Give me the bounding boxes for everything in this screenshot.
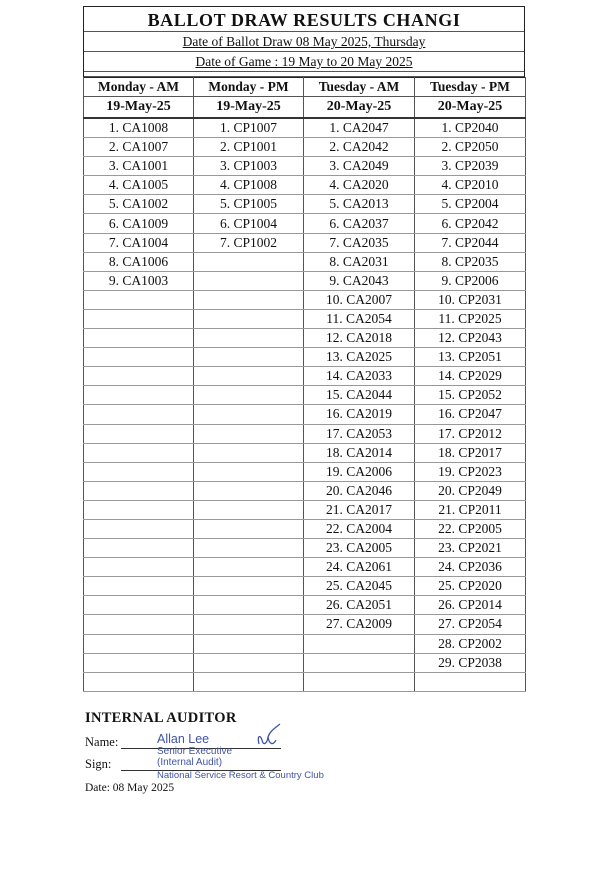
date-header-row bbox=[84, 97, 526, 119]
result-cell-monday-am bbox=[84, 653, 194, 672]
result-cell-tuesday-pm: 7. CP2044 bbox=[415, 233, 526, 252]
result-cell-monday-am: 7. CA1004 bbox=[84, 233, 194, 252]
result-cell-tuesday-pm: 29. CP2038 bbox=[415, 653, 526, 672]
result-cell-tuesday-pm: 27. CP2054 bbox=[415, 615, 526, 634]
result-cell-tuesday-pm: 5. CP2004 bbox=[415, 195, 526, 214]
result-cell-tuesday-pm: 28. CP2002 bbox=[415, 634, 526, 653]
col-header-tuesday-am: Tuesday - AM bbox=[304, 78, 415, 97]
table-row bbox=[84, 653, 526, 672]
result-cell-monday-am bbox=[84, 290, 194, 309]
document-header bbox=[83, 6, 525, 77]
result-cell-tuesday-am: 9. CA2043 bbox=[304, 271, 415, 290]
result-cell-monday-am: 4. CA1005 bbox=[84, 176, 194, 195]
result-cell-tuesday-am: 19. CA2006 bbox=[304, 462, 415, 481]
result-cell-monday-am bbox=[84, 481, 194, 500]
document-title: BALLOT DRAW RESULTS CHANGI bbox=[84, 7, 524, 32]
col-date-monday-am: 19-May-25 bbox=[84, 97, 194, 119]
result-cell-tuesday-am: 5. CA2013 bbox=[304, 195, 415, 214]
result-cell-monday-pm: 3. CP1003 bbox=[194, 157, 304, 176]
result-cell-monday-pm bbox=[194, 309, 304, 328]
result-cell-monday-am bbox=[84, 672, 194, 691]
col-date-tuesday-pm: 20-May-25 bbox=[415, 97, 526, 119]
result-cell-tuesday-pm: 16. CP2047 bbox=[415, 405, 526, 424]
result-cell-monday-pm bbox=[194, 271, 304, 290]
table-row bbox=[84, 386, 526, 405]
auditor-date: Date: 08 May 2025 bbox=[85, 782, 175, 794]
result-cell-monday-am: 1. CA1008 bbox=[84, 118, 194, 138]
result-cell-tuesday-am: 20. CA2046 bbox=[304, 481, 415, 500]
table-row bbox=[84, 424, 526, 443]
result-cell-monday-pm bbox=[194, 615, 304, 634]
table-row bbox=[84, 138, 526, 157]
table-row bbox=[84, 290, 526, 309]
result-cell-monday-pm bbox=[194, 405, 304, 424]
result-cell-tuesday-am bbox=[304, 653, 415, 672]
result-cell-tuesday-pm: 1. CP2040 bbox=[415, 118, 526, 138]
table-row bbox=[84, 157, 526, 176]
table-row bbox=[84, 634, 526, 653]
results-table bbox=[83, 77, 526, 692]
result-cell-monday-pm bbox=[194, 577, 304, 596]
ballot-document bbox=[83, 6, 525, 692]
result-cell-monday-am bbox=[84, 443, 194, 462]
signature-scribble bbox=[253, 722, 283, 752]
result-cell-monday-pm bbox=[194, 481, 304, 500]
result-cell-monday-pm bbox=[194, 653, 304, 672]
result-cell-monday-am bbox=[84, 405, 194, 424]
result-cell-tuesday-pm: 9. CP2006 bbox=[415, 271, 526, 290]
result-cell-monday-pm bbox=[194, 443, 304, 462]
result-cell-tuesday-pm: 3. CP2039 bbox=[415, 157, 526, 176]
table-row bbox=[84, 252, 526, 271]
result-cell-monday-am bbox=[84, 424, 194, 443]
table-row bbox=[84, 519, 526, 538]
result-cell-monday-pm: 5. CP1005 bbox=[194, 195, 304, 214]
result-cell-monday-pm bbox=[194, 500, 304, 519]
result-cell-tuesday-am: 27. CA2009 bbox=[304, 615, 415, 634]
result-cell-tuesday-am: 11. CA2054 bbox=[304, 309, 415, 328]
result-cell-tuesday-am: 13. CA2025 bbox=[304, 348, 415, 367]
result-cell-tuesday-am bbox=[304, 634, 415, 653]
table-row bbox=[84, 271, 526, 290]
table-row bbox=[84, 577, 526, 596]
result-cell-tuesday-pm: 15. CP2052 bbox=[415, 386, 526, 405]
result-cell-monday-am: 3. CA1001 bbox=[84, 157, 194, 176]
col-date-tuesday-am: 20-May-25 bbox=[304, 97, 415, 119]
result-cell-monday-pm bbox=[194, 329, 304, 348]
result-cell-tuesday-am: 4. CA2020 bbox=[304, 176, 415, 195]
result-cell-monday-pm bbox=[194, 290, 304, 309]
result-cell-monday-am bbox=[84, 577, 194, 596]
result-cell-tuesday-pm: 12. CP2043 bbox=[415, 329, 526, 348]
result-cell-tuesday-am: 7. CA2035 bbox=[304, 233, 415, 252]
result-cell-tuesday-am: 22. CA2004 bbox=[304, 519, 415, 538]
result-cell-tuesday-pm: 25. CP2020 bbox=[415, 577, 526, 596]
result-cell-tuesday-pm: 19. CP2023 bbox=[415, 462, 526, 481]
draw-date-line bbox=[84, 32, 524, 52]
result-cell-monday-am bbox=[84, 596, 194, 615]
table-row bbox=[84, 462, 526, 481]
result-cell-tuesday-pm: 8. CP2035 bbox=[415, 252, 526, 271]
result-cell-tuesday-am: 16. CA2019 bbox=[304, 405, 415, 424]
game-date-line bbox=[84, 52, 524, 72]
result-cell-tuesday-am: 23. CA2005 bbox=[304, 539, 415, 558]
result-cell-tuesday-pm: 2. CP2050 bbox=[415, 138, 526, 157]
result-cell-monday-am bbox=[84, 462, 194, 481]
name-row bbox=[85, 735, 385, 753]
table-row bbox=[84, 672, 526, 691]
table-row bbox=[84, 443, 526, 462]
result-cell-tuesday-am: 21. CA2017 bbox=[304, 500, 415, 519]
sign-label: Sign: bbox=[85, 757, 112, 771]
result-cell-tuesday-pm: 17. CP2012 bbox=[415, 424, 526, 443]
table-row bbox=[84, 481, 526, 500]
stamp-dept: (Internal Audit) bbox=[157, 757, 223, 768]
result-cell-monday-pm bbox=[194, 462, 304, 481]
result-cell-tuesday-am: 14. CA2033 bbox=[304, 367, 415, 386]
result-cell-tuesday-pm: 14. CP2029 bbox=[415, 367, 526, 386]
draw-date: Date of Ballot Draw 08 May 2025, Thursday bbox=[182, 34, 426, 49]
result-cell-tuesday-pm: 11. CP2025 bbox=[415, 309, 526, 328]
table-row bbox=[84, 329, 526, 348]
result-cell-monday-am bbox=[84, 386, 194, 405]
table-row bbox=[84, 195, 526, 214]
result-cell-monday-am: 2. CA1007 bbox=[84, 138, 194, 157]
result-cell-monday-am bbox=[84, 348, 194, 367]
table-row bbox=[84, 348, 526, 367]
result-cell-monday-pm: 7. CP1002 bbox=[194, 233, 304, 252]
result-cell-monday-am bbox=[84, 329, 194, 348]
result-cell-monday-am bbox=[84, 500, 194, 519]
result-cell-tuesday-am: 1. CA2047 bbox=[304, 118, 415, 138]
result-cell-monday-am bbox=[84, 367, 194, 386]
name-label: Name: bbox=[85, 735, 119, 749]
result-cell-tuesday-am: 3. CA2049 bbox=[304, 157, 415, 176]
result-cell-tuesday-am: 25. CA2045 bbox=[304, 577, 415, 596]
results-body bbox=[84, 118, 526, 691]
result-cell-monday-pm bbox=[194, 634, 304, 653]
col-header-tuesday-pm: Tuesday - PM bbox=[415, 78, 526, 97]
result-cell-monday-pm bbox=[194, 424, 304, 443]
result-cell-tuesday-am: 17. CA2053 bbox=[304, 424, 415, 443]
table-row bbox=[84, 539, 526, 558]
col-header-monday-pm: Monday - PM bbox=[194, 78, 304, 97]
auditor-section bbox=[85, 710, 385, 794]
result-cell-monday-am: 9. CA1003 bbox=[84, 271, 194, 290]
game-date: Date of Game : 19 May to 20 May 2025 bbox=[195, 54, 413, 69]
result-cell-monday-am bbox=[84, 519, 194, 538]
result-cell-monday-am bbox=[84, 615, 194, 634]
table-row bbox=[84, 176, 526, 195]
auditor-heading: INTERNAL AUDITOR bbox=[85, 710, 237, 726]
col-header-monday-am: Monday - AM bbox=[84, 78, 194, 97]
table-row bbox=[84, 214, 526, 233]
stamp-title: Senior Executive bbox=[157, 746, 233, 757]
col-date-monday-pm: 19-May-25 bbox=[194, 97, 304, 119]
result-cell-tuesday-pm: 22. CP2005 bbox=[415, 519, 526, 538]
result-cell-monday-pm bbox=[194, 386, 304, 405]
result-cell-tuesday-am: 2. CA2042 bbox=[304, 138, 415, 157]
result-cell-monday-am: 6. CA1009 bbox=[84, 214, 194, 233]
result-cell-monday-pm bbox=[194, 252, 304, 271]
result-cell-monday-am: 5. CA1002 bbox=[84, 195, 194, 214]
result-cell-tuesday-am: 10. CA2007 bbox=[304, 290, 415, 309]
result-cell-monday-am bbox=[84, 539, 194, 558]
result-cell-tuesday-am: 12. CA2018 bbox=[304, 329, 415, 348]
result-cell-tuesday-am: 15. CA2044 bbox=[304, 386, 415, 405]
result-cell-tuesday-am: 18. CA2014 bbox=[304, 443, 415, 462]
session-header-row bbox=[84, 78, 526, 97]
result-cell-tuesday-pm: 4. CP2010 bbox=[415, 176, 526, 195]
stamp-org: National Service Resort & Country Club bbox=[157, 770, 324, 781]
result-cell-tuesday-am bbox=[304, 672, 415, 691]
table-row bbox=[84, 596, 526, 615]
result-cell-monday-pm bbox=[194, 348, 304, 367]
result-cell-monday-pm bbox=[194, 558, 304, 577]
result-cell-tuesday-pm: 24. CP2036 bbox=[415, 558, 526, 577]
result-cell-tuesday-am: 26. CA2051 bbox=[304, 596, 415, 615]
result-cell-monday-pm: 1. CP1007 bbox=[194, 118, 304, 138]
result-cell-monday-am bbox=[84, 309, 194, 328]
result-cell-monday-pm: 6. CP1004 bbox=[194, 214, 304, 233]
result-cell-monday-am: 8. CA1006 bbox=[84, 252, 194, 271]
result-cell-monday-pm: 4. CP1008 bbox=[194, 176, 304, 195]
table-row bbox=[84, 309, 526, 328]
result-cell-monday-am bbox=[84, 634, 194, 653]
result-cell-tuesday-am: 6. CA2037 bbox=[304, 214, 415, 233]
result-cell-tuesday-pm: 13. CP2051 bbox=[415, 348, 526, 367]
result-cell-monday-pm bbox=[194, 367, 304, 386]
result-cell-tuesday-pm: 18. CP2017 bbox=[415, 443, 526, 462]
result-cell-monday-pm bbox=[194, 519, 304, 538]
table-row bbox=[84, 558, 526, 577]
result-cell-tuesday-am: 8. CA2031 bbox=[304, 252, 415, 271]
table-row bbox=[84, 615, 526, 634]
result-cell-tuesday-am: 24. CA2061 bbox=[304, 558, 415, 577]
result-cell-monday-pm bbox=[194, 596, 304, 615]
result-cell-tuesday-pm: 23. CP2021 bbox=[415, 539, 526, 558]
result-cell-monday-pm bbox=[194, 672, 304, 691]
result-cell-tuesday-pm: 6. CP2042 bbox=[415, 214, 526, 233]
stamp-name: Allan Lee bbox=[157, 732, 210, 746]
result-cell-monday-pm bbox=[194, 539, 304, 558]
result-cell-tuesday-pm: 26. CP2014 bbox=[415, 596, 526, 615]
table-row bbox=[84, 500, 526, 519]
table-row bbox=[84, 233, 526, 252]
result-cell-monday-am bbox=[84, 558, 194, 577]
result-cell-tuesday-pm: 20. CP2049 bbox=[415, 481, 526, 500]
result-cell-tuesday-pm: 21. CP2011 bbox=[415, 500, 526, 519]
table-row bbox=[84, 118, 526, 138]
result-cell-monday-pm: 2. CP1001 bbox=[194, 138, 304, 157]
result-cell-tuesday-pm: 10. CP2031 bbox=[415, 290, 526, 309]
table-row bbox=[84, 405, 526, 424]
result-cell-tuesday-pm bbox=[415, 672, 526, 691]
table-row bbox=[84, 367, 526, 386]
